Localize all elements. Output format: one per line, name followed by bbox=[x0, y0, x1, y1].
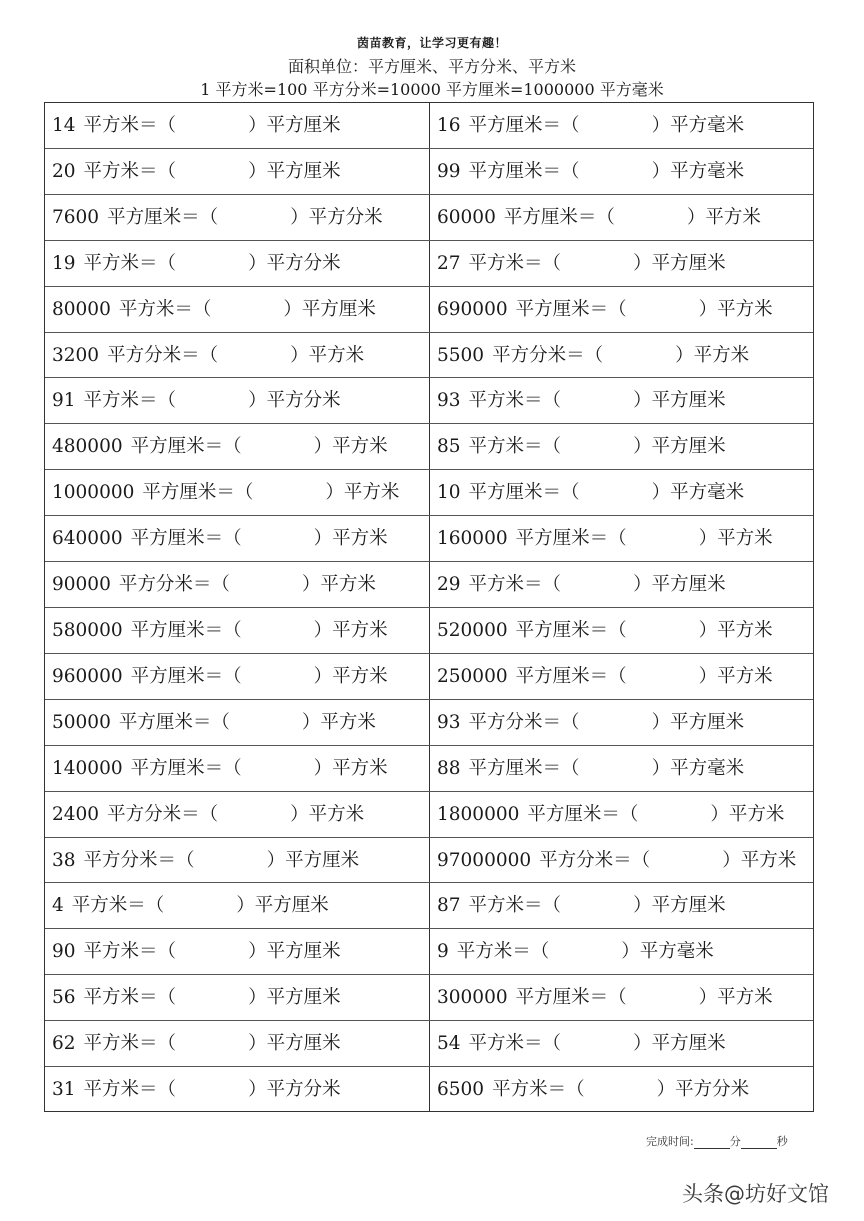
exercise-number: 93 bbox=[437, 390, 461, 412]
exercise-item-right bbox=[437, 470, 813, 516]
exercise-row bbox=[45, 103, 813, 149]
exercise-from-unit: 平方厘米＝（ bbox=[130, 665, 242, 687]
exercise-from-unit: 平方厘米＝（ bbox=[503, 206, 615, 228]
exercise-number: 27 bbox=[437, 252, 461, 274]
exercise-item-left bbox=[52, 241, 428, 287]
exercise-from-unit: 平方厘米＝（ bbox=[142, 482, 254, 504]
exercise-row bbox=[45, 792, 813, 838]
exercise-row bbox=[45, 838, 813, 884]
exercise-item-left bbox=[52, 700, 428, 746]
exercise-to-unit: ）平方厘米 bbox=[248, 115, 341, 136]
exercise-row bbox=[45, 562, 813, 608]
exercise-number: 97000000 bbox=[437, 849, 532, 871]
exercise-number: 88 bbox=[437, 757, 461, 779]
exercise-from-unit: 平方分米＝（ bbox=[118, 574, 230, 596]
completion-time bbox=[646, 1133, 788, 1149]
exercise-from-unit: 平方厘米＝（ bbox=[515, 987, 627, 1009]
exercise-number: 690000 bbox=[437, 298, 508, 320]
exercise-from-unit: 平方米＝（ bbox=[468, 895, 562, 917]
exercise-from-unit: 平方米＝（ bbox=[83, 987, 177, 1009]
exercise-to-unit: ）平方分米 bbox=[248, 1079, 341, 1101]
exercise-item-left bbox=[52, 746, 428, 792]
completion-time-label: 完成时间: bbox=[646, 1135, 694, 1148]
exercise-from-unit: 平方厘米＝（ bbox=[118, 711, 230, 733]
conversion-formula: 1 平方米=100 平方分米=10000 平方厘米=1000000 平方毫米 bbox=[200, 80, 664, 99]
exercise-to-unit: ）平方厘米 bbox=[633, 574, 726, 596]
exercise-to-unit: ）平方毫米 bbox=[651, 482, 745, 504]
exercise-to-unit: ）平方毫米 bbox=[651, 160, 745, 182]
exercise-number: 5500 bbox=[437, 344, 485, 366]
exercise-to-unit: ）平方米 bbox=[698, 665, 773, 687]
exercise-from-unit: 平方米＝（ bbox=[468, 390, 562, 412]
exercise-number: 640000 bbox=[52, 528, 123, 550]
exercise-item-right bbox=[437, 103, 813, 149]
exercise-item-left bbox=[52, 195, 428, 241]
exercise-number: 50000 bbox=[52, 711, 111, 733]
exercise-item-left bbox=[52, 883, 428, 929]
exercise-item-left bbox=[52, 792, 428, 838]
exercise-from-unit: 平方分米＝（ bbox=[539, 849, 651, 871]
exercise-from-unit: 平方厘米＝（ bbox=[515, 665, 627, 687]
exercise-item-left bbox=[52, 470, 428, 516]
exercise-number: 90000 bbox=[52, 574, 111, 596]
exercise-to-unit: ）平方分米 bbox=[656, 1079, 750, 1101]
exercise-to-unit: ）平方米 bbox=[313, 665, 388, 687]
exercise-from-unit: 平方米＝（ bbox=[83, 160, 177, 182]
exercise-from-unit: 平方分米＝（ bbox=[107, 344, 219, 366]
exercise-item-right bbox=[437, 654, 813, 700]
exercise-from-unit: 平方米＝（ bbox=[468, 1033, 562, 1055]
exercise-to-unit: ）平方米 bbox=[313, 620, 388, 641]
exercise-to-unit: ）平方分米 bbox=[248, 390, 341, 412]
exercise-from-unit: 平方米＝（ bbox=[118, 298, 212, 320]
exercise-item-left bbox=[52, 838, 428, 884]
exercise-number: 960000 bbox=[52, 665, 123, 687]
exercise-from-unit: 平方厘米＝（ bbox=[515, 620, 627, 641]
exercise-item-left bbox=[52, 424, 428, 470]
exercise-item-right bbox=[437, 838, 813, 884]
exercise-to-unit: ）平方分米 bbox=[248, 252, 341, 274]
exercise-from-unit: 平方分米＝（ bbox=[492, 344, 604, 366]
exercise-number: 16 bbox=[437, 115, 461, 136]
exercise-number: 31 bbox=[52, 1079, 76, 1101]
exercise-from-unit: 平方厘米＝（ bbox=[130, 528, 242, 550]
exercise-row bbox=[45, 746, 813, 792]
exercise-item-right bbox=[437, 608, 813, 654]
exercise-number: 10 bbox=[437, 482, 461, 504]
exercise-from-unit: 平方米＝（ bbox=[71, 895, 165, 917]
exercise-from-unit: 平方厘米＝（ bbox=[107, 206, 219, 228]
exercise-number: 1800000 bbox=[437, 803, 520, 825]
exercise-item-left bbox=[52, 608, 428, 654]
exercise-number: 87 bbox=[437, 895, 461, 917]
exercise-item-right bbox=[437, 562, 813, 608]
exercise-to-unit: ）平方厘米 bbox=[633, 1033, 726, 1055]
exercise-number: 85 bbox=[437, 436, 461, 458]
exercise-to-unit: ）平方米 bbox=[686, 206, 761, 228]
exercise-to-unit: ）平方毫米 bbox=[651, 115, 745, 136]
exercise-to-unit: ）平方厘米 bbox=[248, 987, 341, 1009]
exercise-number: 3200 bbox=[52, 344, 100, 366]
exercise-row bbox=[45, 516, 813, 562]
exercise-to-unit: ）平方厘米 bbox=[248, 941, 341, 963]
seconds-blank[interactable] bbox=[741, 1138, 777, 1149]
exercise-item-right bbox=[437, 792, 813, 838]
exercise-row bbox=[45, 608, 813, 654]
exercise-item-left bbox=[52, 1021, 428, 1067]
exercise-from-unit: 平方米＝（ bbox=[83, 252, 177, 274]
exercise-number: 62 bbox=[52, 1033, 76, 1055]
exercise-from-unit: 平方厘米＝（ bbox=[468, 115, 580, 136]
exercise-from-unit: 平方分米＝（ bbox=[107, 803, 219, 825]
exercise-from-unit: 平方厘米＝（ bbox=[527, 803, 639, 825]
exercise-item-left bbox=[52, 149, 428, 195]
exercise-number: 250000 bbox=[437, 665, 508, 687]
exercise-to-unit: ）平方米 bbox=[301, 711, 376, 733]
exercise-item-right bbox=[437, 975, 813, 1021]
exercise-to-unit: ）平方厘米 bbox=[633, 895, 726, 917]
exercise-to-unit: ）平方米 bbox=[313, 436, 388, 458]
exercise-number: 80000 bbox=[52, 298, 111, 320]
exercise-item-left bbox=[52, 929, 428, 975]
exercise-from-unit: 平方米＝（ bbox=[83, 1033, 177, 1055]
exercise-to-unit: ）平方米 bbox=[290, 344, 365, 366]
exercise-number: 54 bbox=[437, 1033, 461, 1055]
exercise-to-unit: ）平方米 bbox=[313, 757, 388, 779]
exercise-to-unit: ）平方厘米 bbox=[633, 252, 726, 274]
exercise-item-left bbox=[52, 654, 428, 700]
exercise-number: 520000 bbox=[437, 620, 508, 641]
exercise-item-right bbox=[437, 333, 813, 379]
exercise-number: 300000 bbox=[437, 987, 508, 1009]
exercise-item-left bbox=[52, 1067, 428, 1113]
exercise-row bbox=[45, 975, 813, 1021]
exercise-from-unit: 平方分米＝（ bbox=[468, 711, 580, 733]
exercise-to-unit: ）平方米 bbox=[313, 528, 388, 550]
exercise-item-left bbox=[52, 562, 428, 608]
exercise-from-unit: 平方厘米＝（ bbox=[515, 528, 627, 550]
exercise-table bbox=[44, 102, 814, 1112]
exercise-from-unit: 平方米＝（ bbox=[468, 436, 562, 458]
exercise-from-unit: 平方厘米＝（ bbox=[468, 482, 580, 504]
exercise-item-left bbox=[52, 378, 428, 424]
exercise-item-right bbox=[437, 1021, 813, 1067]
exercise-number: 19 bbox=[52, 252, 76, 274]
exercise-to-unit: ）平方厘米 bbox=[236, 895, 329, 917]
exercise-number: 6500 bbox=[437, 1079, 485, 1101]
exercise-row bbox=[45, 195, 813, 241]
exercise-to-unit: ）平方米 bbox=[698, 987, 773, 1009]
exercise-from-unit: 平方分米＝（ bbox=[83, 849, 195, 871]
exercise-to-unit: ）平方厘米 bbox=[633, 390, 726, 412]
exercise-to-unit: ）平方米 bbox=[722, 849, 797, 871]
exercise-item-right bbox=[437, 195, 813, 241]
exercise-to-unit: ）平方米 bbox=[325, 482, 400, 504]
exercise-row bbox=[45, 700, 813, 746]
watermark: 头条@坊好文馆 bbox=[682, 1182, 829, 1206]
exercise-row bbox=[45, 1021, 813, 1067]
exercise-row bbox=[45, 883, 813, 929]
exercise-to-unit: ）平方分米 bbox=[290, 206, 383, 228]
exercise-from-unit: 平方厘米＝（ bbox=[468, 160, 580, 182]
exercise-to-unit: ）平方厘米 bbox=[248, 1033, 341, 1055]
exercise-number: 56 bbox=[52, 987, 76, 1009]
exercise-item-right bbox=[437, 287, 813, 333]
exercise-item-right bbox=[437, 378, 813, 424]
exercise-row bbox=[45, 424, 813, 470]
exercise-to-unit: ）平方厘米 bbox=[248, 160, 341, 182]
exercise-number: 480000 bbox=[52, 436, 123, 458]
exercise-number: 14 bbox=[52, 115, 76, 136]
exercise-number: 140000 bbox=[52, 757, 123, 779]
minutes-blank[interactable] bbox=[694, 1138, 730, 1149]
exercise-from-unit: 平方厘米＝（ bbox=[130, 620, 242, 641]
exercise-number: 160000 bbox=[437, 528, 508, 550]
exercise-to-unit: ）平方毫米 bbox=[621, 941, 714, 963]
exercise-to-unit: ）平方米 bbox=[301, 574, 376, 596]
exercise-item-left bbox=[52, 333, 428, 379]
minutes-label: 分 bbox=[729, 1135, 741, 1148]
exercise-to-unit: ）平方厘米 bbox=[266, 849, 360, 871]
exercise-item-right bbox=[437, 700, 813, 746]
exercise-to-unit: ）平方米 bbox=[698, 528, 773, 550]
exercise-item-right bbox=[437, 424, 813, 470]
exercise-number: 38 bbox=[52, 849, 76, 871]
exercise-number: 580000 bbox=[52, 620, 123, 641]
exercise-from-unit: 平方米＝（ bbox=[456, 941, 550, 963]
exercise-number: 90 bbox=[52, 941, 76, 963]
exercise-to-unit: ）平方米 bbox=[290, 803, 365, 825]
brand-slogan: 茵苗教育，让学习更有趣！ bbox=[356, 36, 507, 50]
exercise-row bbox=[45, 149, 813, 195]
exercise-number: 7600 bbox=[52, 206, 100, 228]
exercise-row bbox=[45, 470, 813, 516]
exercise-number: 91 bbox=[52, 390, 76, 412]
exercise-number: 93 bbox=[437, 711, 461, 733]
exercise-number: 20 bbox=[52, 160, 76, 182]
exercise-from-unit: 平方厘米＝（ bbox=[515, 298, 627, 320]
exercise-item-right bbox=[437, 746, 813, 792]
exercise-to-unit: ）平方厘米 bbox=[651, 711, 745, 733]
exercise-item-right bbox=[437, 241, 813, 287]
exercise-item-right bbox=[437, 883, 813, 929]
exercise-row bbox=[45, 378, 813, 424]
exercise-to-unit: ）平方米 bbox=[710, 803, 785, 825]
exercise-row bbox=[45, 654, 813, 700]
units-title: 面积单位：平方厘米、平方分米、平方米 bbox=[287, 57, 576, 76]
exercise-item-left bbox=[52, 103, 428, 149]
exercise-row bbox=[45, 929, 813, 975]
exercise-item-left bbox=[52, 287, 428, 333]
exercise-from-unit: 平方米＝（ bbox=[468, 574, 562, 596]
exercise-from-unit: 平方米＝（ bbox=[492, 1079, 585, 1101]
exercise-row bbox=[45, 333, 813, 379]
exercise-row bbox=[45, 1067, 813, 1113]
exercise-to-unit: ）平方厘米 bbox=[283, 298, 376, 320]
exercise-item-right bbox=[437, 929, 813, 975]
exercise-from-unit: 平方厘米＝（ bbox=[130, 757, 242, 779]
exercise-from-unit: 平方米＝（ bbox=[83, 115, 177, 136]
exercise-number: 29 bbox=[437, 574, 461, 596]
exercise-number: 2400 bbox=[52, 803, 100, 825]
exercise-row bbox=[45, 287, 813, 333]
exercise-number: 9 bbox=[437, 941, 449, 963]
exercise-to-unit: ）平方米 bbox=[698, 620, 773, 641]
exercise-from-unit: 平方米＝（ bbox=[83, 1079, 177, 1101]
exercise-number: 1000000 bbox=[52, 482, 135, 504]
exercise-item-right bbox=[437, 516, 813, 562]
exercise-row bbox=[45, 241, 813, 287]
exercise-to-unit: ）平方米 bbox=[698, 298, 773, 320]
seconds-label: 秒 bbox=[776, 1135, 788, 1148]
exercise-from-unit: 平方米＝（ bbox=[83, 390, 177, 412]
exercise-number: 60000 bbox=[437, 206, 496, 228]
exercise-from-unit: 平方厘米＝（ bbox=[130, 436, 242, 458]
exercise-from-unit: 平方米＝（ bbox=[468, 252, 562, 274]
exercise-to-unit: ）平方米 bbox=[675, 344, 750, 366]
exercise-to-unit: ）平方厘米 bbox=[633, 436, 726, 458]
exercise-item-left bbox=[52, 975, 428, 1021]
exercise-number: 99 bbox=[437, 160, 461, 182]
exercise-number: 4 bbox=[52, 895, 64, 917]
exercise-item-left bbox=[52, 516, 428, 562]
exercise-to-unit: ）平方毫米 bbox=[651, 757, 745, 779]
exercise-from-unit: 平方米＝（ bbox=[83, 941, 177, 963]
exercise-item-right bbox=[437, 149, 813, 195]
exercise-item-right bbox=[437, 1067, 813, 1113]
exercise-from-unit: 平方厘米＝（ bbox=[468, 757, 580, 779]
